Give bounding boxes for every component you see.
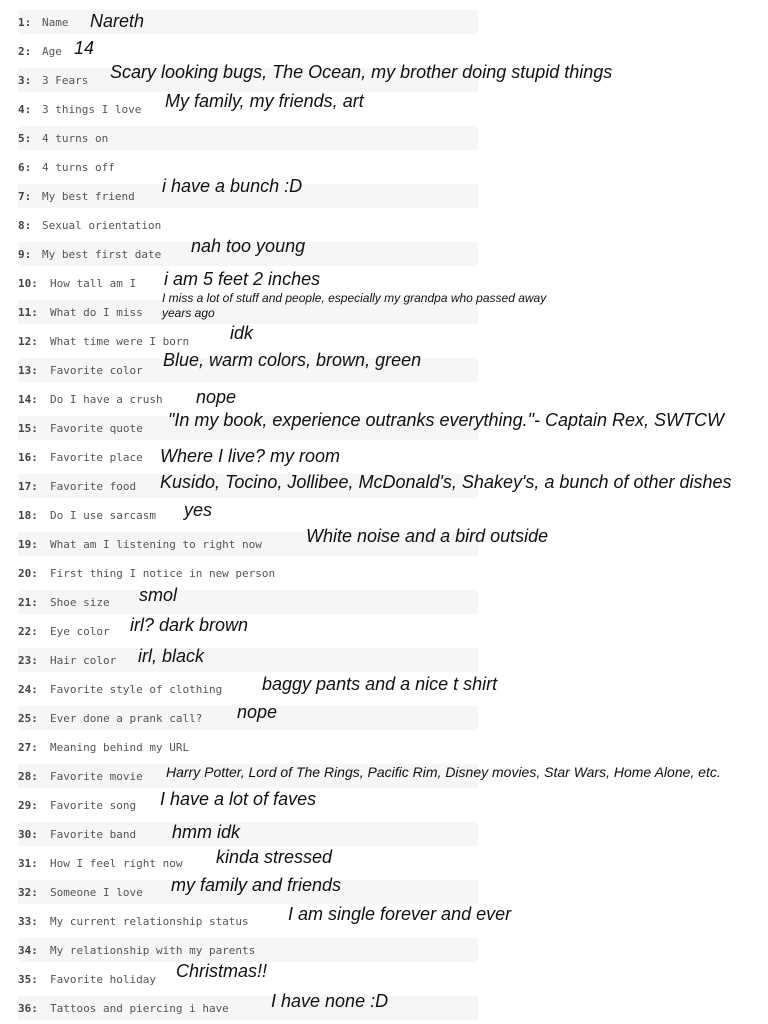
list-item (18, 62, 613, 92)
item-question: Favorite band (50, 828, 137, 841)
item-number: 31: (18, 857, 38, 870)
item-number: 2: (18, 45, 32, 58)
list-item (18, 385, 478, 411)
list-item (18, 501, 478, 527)
item-answer: My family, my friends, art (165, 91, 364, 111)
item-question: My best first date (42, 248, 162, 261)
item-question: Hair color (50, 654, 117, 667)
item-number: 5: (18, 132, 32, 145)
list-item (18, 472, 732, 498)
item-answer: I am single forever and ever (288, 904, 512, 924)
list-item (18, 936, 478, 962)
list-item (18, 820, 478, 846)
list-item (18, 991, 478, 1020)
item-number: 3: (18, 74, 32, 87)
item-question: My best friend (42, 190, 135, 203)
item-question: Sexual orientation (42, 219, 162, 232)
item-answer: yes (184, 500, 213, 520)
list-item (18, 526, 549, 556)
item-question: 3 things I love (42, 103, 142, 116)
item-number: 27: (18, 741, 38, 754)
item-question: My relationship with my parents (50, 944, 256, 957)
item-question: Favorite food (50, 480, 137, 493)
item-question: Favorite color (50, 364, 143, 377)
item-question: Tattoos and piercing i have (50, 1002, 229, 1015)
list-item (18, 704, 478, 730)
item-answer: smol (139, 585, 178, 605)
list-item (18, 559, 478, 585)
item-question: Favorite movie (50, 770, 143, 783)
item-number: 7: (18, 190, 32, 203)
list-item (18, 176, 478, 208)
item-answer: irl? dark brown (130, 615, 249, 635)
item-number: 29: (18, 799, 38, 812)
item-question: Favorite holiday (50, 973, 156, 986)
item-question: Shoe size (50, 596, 110, 609)
item-answer: i have a bunch :D (162, 176, 303, 196)
list-item (18, 849, 478, 875)
list-item (18, 443, 478, 469)
item-number: 30: (18, 828, 38, 841)
item-question: Someone I love (50, 886, 143, 899)
list-item (18, 617, 478, 643)
item-question: Eye color (50, 625, 110, 638)
list-item (18, 585, 478, 614)
item-answer: i am 5 feet 2 inches (164, 269, 321, 289)
item-question: How I feel right now (50, 857, 183, 870)
item-answer: baggy pants and a nice t shirt (262, 674, 498, 694)
item-answer: I miss a lot of stuff and people, especially my grandpa who passed away years ago (162, 291, 547, 320)
item-number: 11: (18, 306, 38, 319)
item-answer: irl, black (138, 646, 205, 666)
item-number: 9: (18, 248, 32, 261)
list-item (18, 350, 478, 382)
item-number: 35: (18, 973, 38, 986)
item-answer: hmm idk (172, 822, 241, 842)
list-item (18, 733, 478, 759)
item-question: Ever done a prank call? (50, 712, 203, 725)
item-number: 18: (18, 509, 38, 522)
item-answer: my family and friends (171, 875, 342, 895)
item-question: 4 turns on (42, 132, 109, 145)
item-number: 15: (18, 422, 38, 435)
item-number: 32: (18, 886, 38, 899)
item-answer: Kusido, Tocino, Jollibee, McDonald's, Shakey's, a bunch of other dishes (160, 472, 732, 492)
item-answer: nope (196, 387, 237, 407)
item-question: Favorite style of clothing (50, 683, 223, 696)
item-number: 24: (18, 683, 38, 696)
item-answer: Nareth (90, 11, 145, 31)
list-item (18, 904, 512, 933)
item-question: Favorite song (50, 799, 137, 812)
list-item (18, 875, 478, 904)
item-number: 25: (18, 712, 38, 725)
item-answer: I have a lot of faves (160, 789, 317, 809)
list-item (18, 8, 478, 34)
item-number: 12: (18, 335, 38, 348)
item-number: 16: (18, 451, 38, 464)
item-question: Meaning behind my URL (50, 741, 190, 754)
item-answer: Harry Potter, Lord of The Rings, Pacific Rim, Disney movies, Star Wars, Home Alone, etc. (166, 764, 721, 780)
item-answer: Scary looking bugs, The Ocean, my brother doing stupid things (110, 62, 613, 82)
list-item (18, 291, 547, 324)
item-number: 28: (18, 770, 38, 783)
item-answer: idk (230, 323, 254, 343)
list-item (18, 236, 478, 266)
item-number: 14: (18, 393, 38, 406)
item-number: 20: (18, 567, 38, 580)
item-number: 22: (18, 625, 38, 638)
item-question: Favorite place (50, 451, 143, 464)
item-answer: Where I live? my room (160, 446, 341, 466)
item-number: 4: (18, 103, 32, 116)
item-answer: I have none :D (271, 991, 389, 1011)
list-item (18, 124, 478, 150)
item-question: 3 Fears (42, 74, 89, 87)
item-number: 36: (18, 1002, 38, 1015)
item-answer: White noise and a bird outside (306, 526, 549, 546)
item-answer: nope (237, 702, 278, 722)
list-item (18, 410, 724, 440)
item-number: 21: (18, 596, 38, 609)
list-item (18, 91, 478, 121)
item-question: My current relationship status (50, 915, 249, 928)
list-item (18, 961, 478, 991)
item-number: 1: (18, 16, 32, 29)
item-number: 17: (18, 480, 38, 493)
item-answer: "In my book, experience outranks everything."- Captain Rex, SWTCW (168, 410, 724, 430)
item-number: 33: (18, 915, 38, 928)
item-answer: nah too young (191, 236, 306, 256)
item-question: Name (42, 16, 69, 29)
item-number: 13: (18, 364, 38, 377)
item-question: Do I have a crush (50, 393, 163, 406)
item-question: Do I use sarcasm (50, 509, 156, 522)
item-question: What do I miss (50, 306, 143, 319)
list-item (18, 762, 721, 788)
item-question: What am I listening to right now (50, 538, 262, 551)
list-item (18, 211, 478, 237)
item-number: 8: (18, 219, 32, 232)
item-number: 10: (18, 277, 38, 290)
list-item (18, 37, 478, 63)
item-answer: Christmas!! (176, 961, 268, 981)
item-number: 6: (18, 161, 32, 174)
list-item (18, 674, 498, 701)
list-item (18, 646, 478, 672)
item-question: How tall am I (50, 277, 137, 290)
item-number: 19: (18, 538, 38, 551)
item-number: 34: (18, 944, 38, 957)
item-question: First thing I notice in new person (50, 567, 276, 580)
item-answer: 14 (74, 38, 95, 58)
item-answer: Blue, warm colors, brown, green (163, 350, 422, 370)
item-question: Favorite quote (50, 422, 143, 435)
item-number: 23: (18, 654, 38, 667)
item-question: Age (42, 45, 62, 58)
list-item (18, 791, 478, 817)
item-answer: kinda stressed (216, 847, 333, 867)
item-question: What time were I born (50, 335, 190, 348)
item-question: 4 turns off (42, 161, 115, 174)
